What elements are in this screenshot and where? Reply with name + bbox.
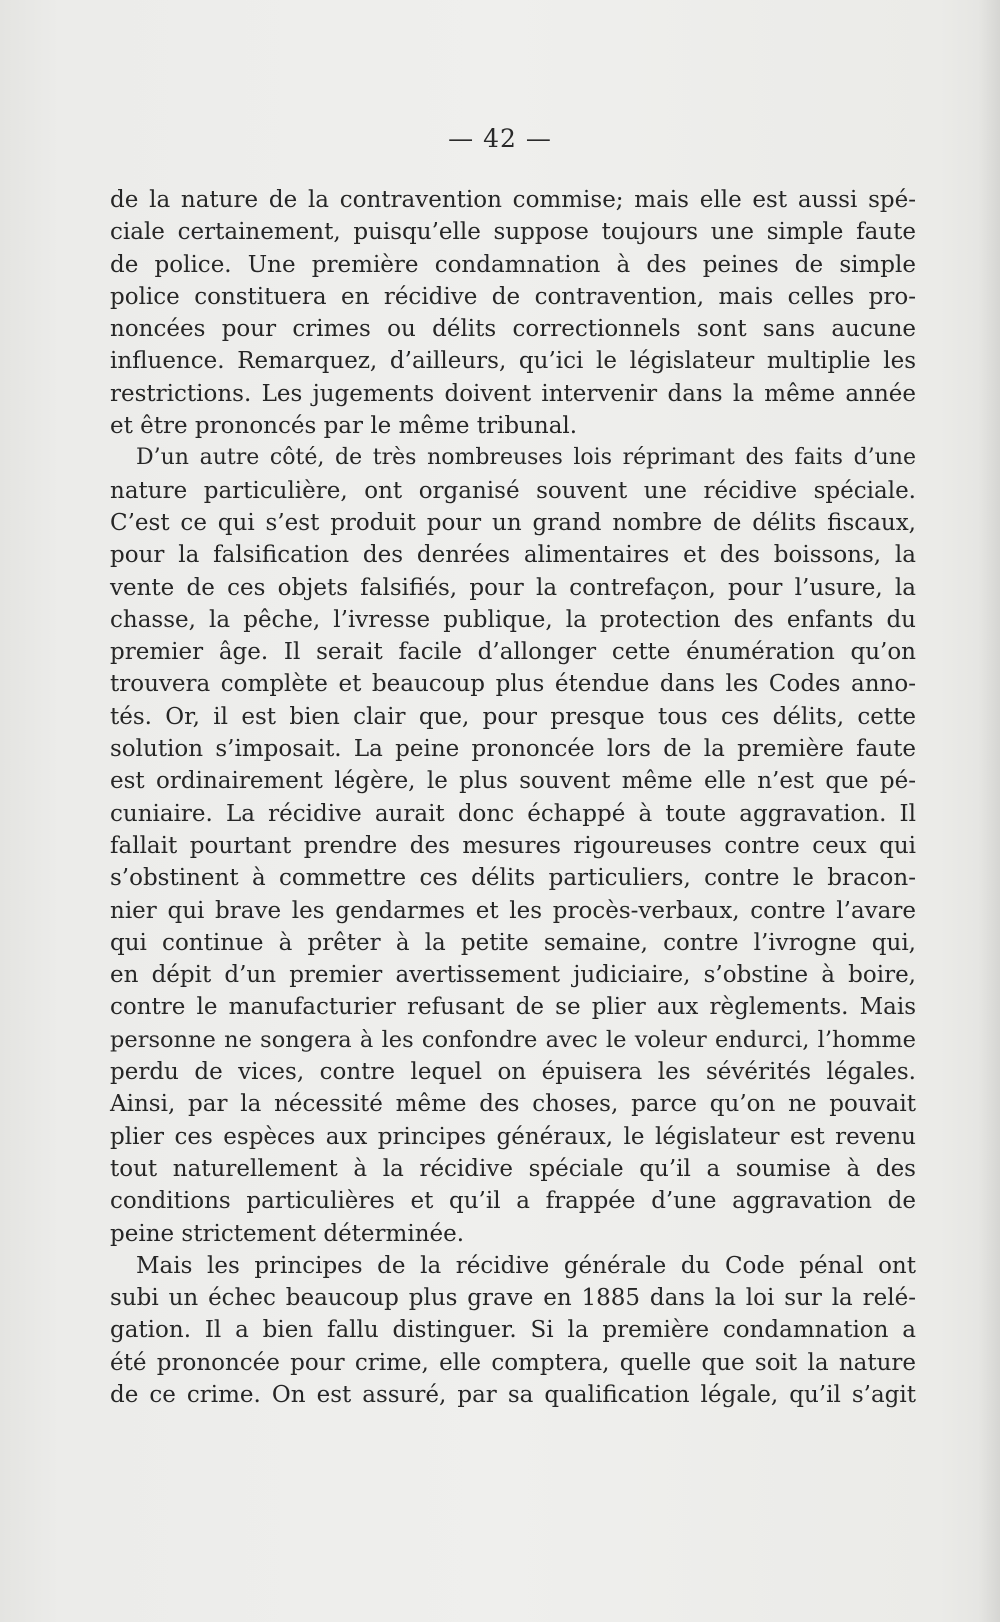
text-line: contre le manufacturier refusant de se plier aux règlements. Mais (110, 994, 916, 1021)
text-line: vente de ces objets falsifiés, pour la contrefaçon, pour l’usure, la (110, 574, 916, 601)
text-line: solution s’imposait. La peine prononcée lors de la première faute (110, 736, 916, 763)
text-line: conditions particulières et qu’il a frappée d’une aggravation de (110, 1188, 916, 1215)
page-edge-shadow (978, 0, 1000, 1622)
text-line: de police. Une première condamnation à des peines de simple (110, 251, 916, 278)
text-line: subi un échec beaucoup plus grave en 1885 dans la loi sur la relé- (110, 1285, 916, 1312)
text-line: trouvera complète et beaucoup plus étendue dans les Codes anno- (110, 671, 916, 698)
text-line: personne ne songera à les confondre avec le voleur endurci, l’homme (110, 1026, 916, 1053)
text-line: de ce crime. On est assuré, par sa qualification légale, qu’il s’agit (110, 1381, 916, 1408)
text-line: de la nature de la contravention commise; mais elle est aussi spé- (110, 187, 916, 213)
text-line: influence. Remarquez, d’ailleurs, qu’ici le législateur multiplie les (110, 348, 916, 375)
text-line: police constituera en récidive de contravention, mais celles pro- (110, 283, 916, 310)
text-line: perdu de vices, contre lequel on épuisera les sévérités légales. (110, 1059, 916, 1086)
text-line: tés. Or, il est bien clair que, pour presque tous ces délits, cette (110, 703, 916, 730)
text-line: Mais les principes de la récidive générale du Code pénal ont (136, 1252, 916, 1279)
page-number: — 42 — (448, 124, 552, 153)
text-line: plier ces espèces aux principes généraux, le législateur est revenu (110, 1123, 916, 1150)
text-line: C’est ce qui s’est produit pour un grand nombre de délits fiscaux, (110, 509, 916, 536)
text-line: pour la falsification des denrées alimentaires et des boissons, la (110, 542, 916, 569)
text-line: restrictions. Les jugements doivent intervenir dans la même année (110, 380, 916, 407)
text-line: gation. Il a bien fallu distinguer. Si la première condamnation a (110, 1317, 916, 1344)
body-text (110, 184, 916, 1411)
text-line: cuniaire. La récidive aurait donc échappé à toute aggravation. Il (110, 800, 916, 827)
text-line: noncées pour crimes ou délits correctionnels sont sans aucune (110, 316, 916, 343)
text-line: s’obstinent à commettre ces délits particuliers, contre le bracon- (110, 865, 916, 892)
text-line: peine strictement déterminée. (110, 1220, 465, 1247)
text-line: ciale certainement, puisqu’elle suppose toujours une simple faute (110, 219, 916, 246)
text-line: D’un autre côté, de très nombreuses lois réprimant des faits d’une (136, 445, 916, 471)
text-line: Ainsi, par la nécessité même des choses, parce qu’on ne pouvait (110, 1091, 916, 1118)
text-line: premier âge. Il serait facile d’allonger cette énumération qu’on (110, 639, 916, 666)
text-line: chasse, la pêche, l’ivresse publique, la protection des enfants du (110, 606, 916, 633)
text-line: et être prononcés par le même tribunal. (110, 413, 578, 440)
text-line: été prononcée pour crime, elle comptera, quelle que soit la nature (110, 1349, 916, 1376)
text-line: est ordinairement légère, le plus souvent même elle n’est que pé- (110, 768, 916, 795)
text-line: nier qui brave les gendarmes et les procès-verbaux, contre l’avare (110, 897, 916, 924)
text-line: nature particulière, ont organisé souvent une récidive spéciale. (110, 477, 916, 504)
text-line: en dépit d’un premier avertissement judiciaire, s’obstine à boire, (110, 962, 916, 989)
text-line: fallait pourtant prendre des mesures rigoureuses contre ceux qui (110, 832, 916, 859)
text-line: tout naturellement à la récidive spéciale qu’il a soumise à des (110, 1155, 916, 1182)
text-line: qui continue à prêter à la petite semaine, contre l’ivrogne qui, (110, 929, 916, 956)
